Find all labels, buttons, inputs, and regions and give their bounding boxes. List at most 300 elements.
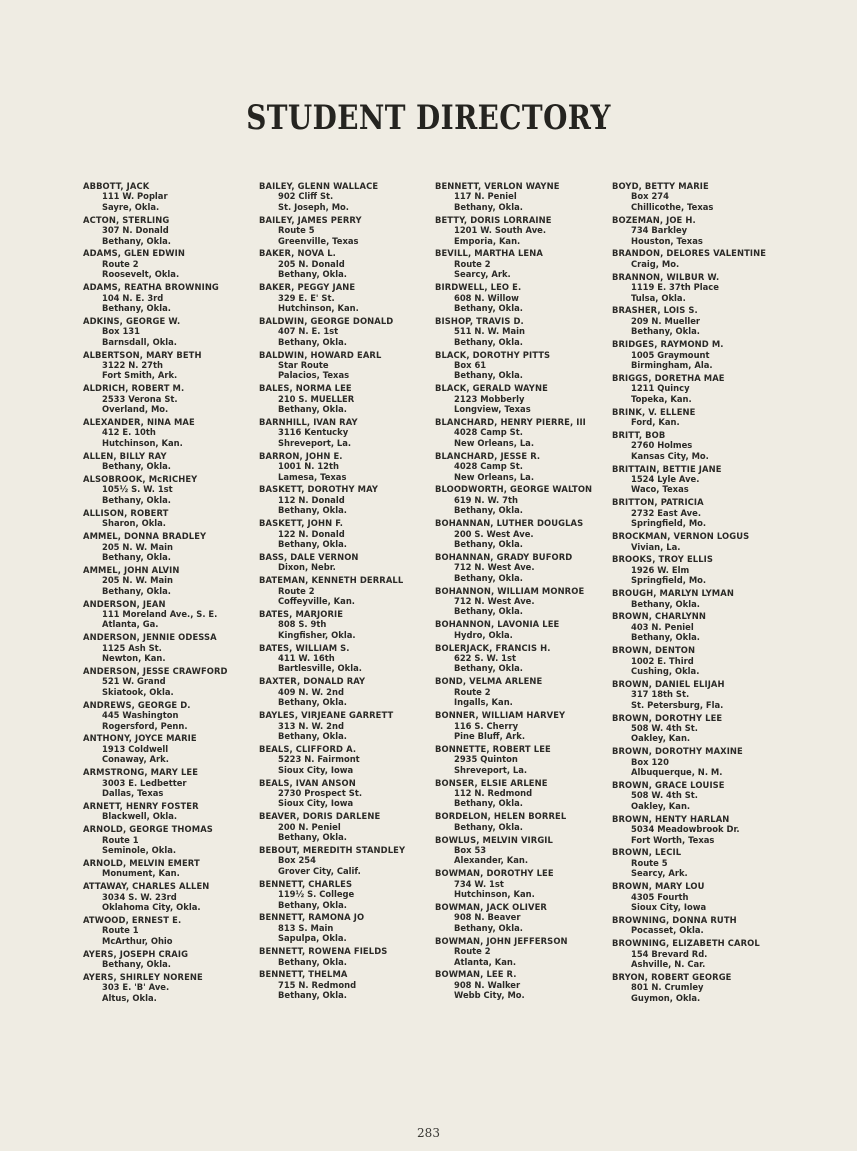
- address-line: 712 N. West Ave.: [454, 562, 535, 573]
- address-line: Sioux City, Iowa: [278, 798, 354, 809]
- address-line: 307 N. Donald: [102, 225, 169, 236]
- student-name: BROWNING, ELIZABETH CAROL: [612, 938, 760, 949]
- address-line: 200 N. Peniel: [278, 821, 341, 832]
- directory-entry: [259, 744, 437, 775]
- directory-entry: [435, 936, 613, 967]
- directory-entry: [83, 801, 261, 822]
- student-name: BONNETTE, ROBERT LEE: [435, 743, 551, 754]
- address-line: Star Route: [278, 360, 329, 370]
- address-line: Searcy, Ark.: [454, 269, 511, 280]
- address-line: 200 S. West Ave.: [454, 528, 534, 539]
- student-name: BASKETT, DOROTHY MAY: [259, 484, 379, 495]
- directory-entry: [612, 181, 790, 212]
- address-line: 2760 Holmes: [631, 440, 693, 451]
- address-line: Bethany, Okla.: [102, 461, 171, 472]
- address-line: Bethany, Okla.: [454, 201, 523, 212]
- address-line: 619 N. W. 7th: [454, 494, 518, 505]
- address-line: Craig, Mo.: [631, 258, 680, 269]
- directory-entry: [612, 679, 790, 710]
- student-name: BASKETT, JOHN F.: [259, 518, 344, 529]
- address-line: Tulsa, Okla.: [631, 292, 686, 303]
- student-name: BRANDON, DELORES VALENTINE: [612, 248, 767, 259]
- address-line: Greenville, Texas: [278, 235, 359, 246]
- address-line: 1201 W. South Ave.: [454, 225, 547, 236]
- student-name: BROWN, HENTY HARLAN: [612, 813, 730, 824]
- address-line: Bethany, Okla.: [278, 832, 347, 843]
- directory-entry: [435, 417, 613, 448]
- student-name: BAKER, NOVA L.: [259, 248, 336, 259]
- address-line: 521 W. Grand: [102, 676, 166, 687]
- directory-column-4: [612, 181, 790, 1006]
- address-line: Bethany, Okla.: [278, 899, 347, 910]
- directory-entry: [259, 383, 437, 414]
- student-name: BOLERJACK, FRANCIS H.: [435, 642, 551, 653]
- address-line: St. Petersburg, Fla.: [631, 699, 724, 710]
- directory-entry: [83, 881, 261, 912]
- address-line: Bethany, Okla.: [278, 730, 347, 741]
- address-line: 2123 Mobberly: [454, 393, 525, 404]
- directory-entry: [83, 700, 261, 731]
- student-name: BEAVER, DORIS DARLENE: [259, 811, 381, 822]
- address-line: 116 S. Cherry: [454, 720, 519, 731]
- directory-entry: [612, 847, 790, 878]
- student-name: BENNETT, ROWENA FIELDS: [259, 946, 388, 957]
- address-line: Bethany, Okla.: [631, 326, 700, 337]
- directory-entry: [259, 912, 437, 943]
- student-name: BROWN, LECIL: [612, 847, 682, 858]
- directory-entry: [259, 879, 437, 910]
- student-name: BENNETT, RAMONA JO: [259, 912, 365, 923]
- student-name: BRITT, BOB: [612, 429, 666, 440]
- address-line: Longview, Texas: [454, 404, 531, 415]
- student-name: BAXTER, DONALD RAY: [259, 676, 366, 687]
- student-name: BOWMAN, JACK OLIVER: [435, 902, 547, 912]
- address-line: Bethany, Okla.: [102, 585, 171, 596]
- address-line: Bethany, Okla.: [278, 697, 347, 708]
- address-line: Barnsdall, Okla.: [102, 336, 177, 347]
- address-line: 508 W. 4th St.: [631, 723, 698, 733]
- address-line: Bethany, Okla.: [102, 551, 171, 562]
- directory-entry: [612, 215, 790, 246]
- address-line: Bethany, Okla.: [454, 606, 523, 617]
- student-name: BEALS, CLIFFORD A.: [259, 743, 357, 754]
- address-line: 412 E. 10th: [102, 427, 156, 438]
- address-line: Bethany, Okla.: [454, 302, 523, 313]
- student-name: BROWN, DOROTHY MAXINE: [612, 746, 743, 757]
- address-line: Shreveport, La.: [454, 764, 528, 775]
- directory-entry: [435, 902, 613, 933]
- address-line: Altus, Okla.: [102, 992, 157, 1003]
- student-name: ADKINS, GEORGE W.: [83, 315, 181, 326]
- address-line: Palacios, Texas: [278, 370, 350, 381]
- directory-entry: [83, 248, 261, 279]
- student-name: BEALS, IVAN ANSON: [259, 777, 356, 788]
- directory-entry: [612, 588, 790, 609]
- address-line: Ingalls, Kan.: [454, 697, 513, 708]
- address-line: Sioux City, Iowa: [278, 764, 354, 775]
- address-line: Hydro, Okla.: [454, 629, 513, 640]
- directory-entry: [83, 972, 261, 1003]
- address-line: Box 61: [454, 360, 487, 370]
- student-name: BLANCHARD, JESSE R.: [435, 450, 541, 461]
- directory-entry: [83, 949, 261, 970]
- student-name: BOHANNON, WILLIAM MONROE: [435, 585, 585, 596]
- student-name: BIRDWELL, LEO E.: [435, 282, 522, 293]
- student-name: BOWMAN, DOROTHY LEE: [435, 868, 554, 879]
- directory-entry: [612, 814, 790, 845]
- student-name: BROWN, MARY LOU: [612, 881, 705, 892]
- address-line: 734 Barkley: [631, 225, 688, 236]
- directory-entry: [435, 811, 613, 832]
- student-name: BROWN, DOROTHY LEE: [612, 712, 723, 723]
- directory-entry: [612, 464, 790, 495]
- student-name: BALDWIN, GEORGE DONALD: [259, 315, 394, 326]
- address-line: Coffeyville, Kan.: [278, 596, 355, 607]
- address-line: Bethany, Okla.: [278, 336, 347, 347]
- address-line: Ford, Kan.: [631, 417, 680, 428]
- address-line: Box 274: [631, 191, 669, 202]
- address-line: Bethany, Okla.: [102, 959, 171, 970]
- directory-entry: [435, 778, 613, 809]
- student-name: BROUGH, MARLYN LYMAN: [612, 588, 734, 599]
- address-line: Emporia, Kan.: [454, 235, 521, 246]
- directory-entry: [259, 350, 437, 381]
- student-name: BONNER, WILLIAM HARVEY: [435, 710, 566, 721]
- address-line: Alexander, Kan.: [454, 855, 529, 866]
- directory-entry: [83, 824, 261, 855]
- address-line: Bethany, Okla.: [278, 956, 347, 967]
- address-line: 403 N. Peniel: [631, 621, 694, 632]
- address-line: 1926 W. Elm: [631, 564, 690, 575]
- address-line: Pine Bluff, Ark.: [454, 730, 526, 741]
- address-line: Chillicothe, Texas: [631, 201, 714, 212]
- address-line: Houston, Texas: [631, 235, 703, 246]
- directory-column-1: [83, 181, 261, 1006]
- address-line: Route 5: [278, 225, 315, 236]
- address-line: Dixon, Nebr.: [278, 562, 336, 573]
- address-line: 209 N. Mueller: [631, 315, 701, 326]
- address-line: 3116 Kentucky: [278, 427, 349, 438]
- directory-entry: [435, 484, 613, 515]
- address-line: Oklahoma City, Okla.: [102, 902, 201, 912]
- directory-entry: [435, 835, 613, 866]
- address-line: 407 N. E. 1st: [278, 326, 339, 337]
- address-line: Bethany, Okla.: [454, 370, 523, 381]
- address-line: 210 S. MUELLER: [278, 393, 355, 404]
- address-line: Hutchinson, Kan.: [454, 889, 535, 900]
- student-name: BOWLUS, MELVIN VIRGIL: [435, 834, 553, 845]
- address-line: 1211 Quincy: [631, 383, 690, 394]
- address-line: 608 N. Willow: [454, 292, 519, 303]
- address-line: 813 S. Main: [278, 922, 334, 933]
- student-name: BONSER, ELSIE ARLENE: [435, 777, 548, 788]
- address-line: Rogersford, Penn.: [102, 720, 188, 731]
- student-name: ANDERSON, JESSE CRAWFORD: [83, 665, 228, 676]
- directory-entry: [435, 181, 613, 212]
- address-line: Box 131: [102, 326, 140, 337]
- page-title: STUDENT DIRECTORY: [246, 98, 611, 138]
- student-name: BROWN, DENTON: [612, 645, 696, 656]
- address-line: Route 2: [454, 946, 491, 957]
- directory-entry: [259, 552, 437, 573]
- address-line: 329 E. E' St.: [278, 292, 335, 303]
- address-line: Topeka, Kan.: [631, 393, 692, 404]
- directory-entry: [83, 508, 261, 529]
- address-line: Box 254: [278, 855, 316, 866]
- directory-entry: [612, 373, 790, 404]
- address-line: 908 N. Walker: [454, 979, 521, 990]
- directory-entry: [435, 619, 613, 640]
- student-name: BOHANNAN, LUTHER DOUGLAS: [435, 518, 584, 529]
- directory-entry: [435, 552, 613, 583]
- student-name: BRINK, V. ELLENE: [612, 406, 696, 417]
- address-line: 105½ S. W. 1st: [102, 484, 173, 495]
- address-line: Sapulpa, Okla.: [278, 933, 347, 944]
- directory-entry: [259, 676, 437, 707]
- address-line: McArthur, Ohio: [102, 935, 173, 946]
- directory-entry: [83, 632, 261, 663]
- address-line: Sioux City, Iowa: [631, 902, 707, 912]
- directory-entry: [259, 643, 437, 674]
- address-line: Route 2: [102, 258, 139, 269]
- address-line: Route 1: [102, 925, 139, 936]
- student-name: BORDELON, HELEN BORREL: [435, 811, 567, 822]
- student-name: BRANNON, WILBUR W.: [612, 271, 720, 282]
- address-line: Bethany, Okla.: [278, 990, 347, 1001]
- directory-entry: [259, 969, 437, 1000]
- student-name: ACTON, STERLING: [83, 214, 170, 225]
- address-line: St. Joseph, Mo.: [278, 201, 349, 212]
- student-name: BETTY, DORIS LORRAINE: [435, 214, 552, 225]
- address-line: 104 N. E. 3rd: [102, 292, 164, 303]
- address-line: Oakley, Kan.: [631, 733, 691, 744]
- address-line: Monument, Kan.: [102, 868, 180, 879]
- directory-entry: [259, 181, 437, 212]
- directory-entry: [83, 383, 261, 414]
- address-line: Bethany, Okla.: [454, 922, 523, 933]
- address-line: 1119 E. 37th Place: [631, 282, 719, 293]
- student-name: BROCKMAN, VERNON LOGUS: [612, 531, 750, 542]
- address-line: 715 N. Redmond: [278, 979, 357, 990]
- address-line: 154 Brevard Rd.: [631, 948, 708, 959]
- student-name: BLANCHARD, HENRY PIERRE, III: [435, 417, 586, 428]
- directory-entry: [259, 778, 437, 809]
- student-name: BATEMAN, KENNETH DERRALL: [259, 575, 404, 586]
- directory-entry: [612, 881, 790, 912]
- address-line: 3034 S. W. 23rd: [102, 891, 177, 902]
- address-line: Route 2: [454, 258, 491, 269]
- address-line: Cushing, Okla.: [631, 665, 700, 676]
- address-line: 908 N. Beaver: [454, 912, 521, 923]
- directory-entry: [259, 946, 437, 967]
- directory-entry: [612, 531, 790, 552]
- address-line: 122 N. Donald: [278, 528, 345, 539]
- student-name: ADAMS, GLEN EDWIN: [83, 248, 185, 259]
- directory-entry: [612, 972, 790, 1003]
- address-line: Route 5: [631, 857, 668, 868]
- address-line: 317 18th St.: [631, 689, 690, 700]
- address-line: Route 1: [102, 834, 139, 845]
- student-name: ARNOLD, GEORGE THOMAS: [83, 824, 213, 835]
- address-line: 2935 Quinton: [454, 754, 518, 765]
- student-name: BALDWIN, HOWARD EARL: [259, 349, 382, 360]
- address-line: Bethany, Okla.: [278, 404, 347, 415]
- address-line: 2732 East Ave.: [631, 507, 702, 518]
- directory-entry: [259, 575, 437, 606]
- directory-entry: [259, 417, 437, 448]
- student-name: BLOODWORTH, GEORGE WALTON: [435, 484, 593, 495]
- address-line: Bethany, Okla.: [278, 269, 347, 280]
- student-name: BARRON, JOHN E.: [259, 450, 343, 461]
- address-line: Guymon, Okla.: [631, 992, 701, 1003]
- address-line: Vivian, La.: [631, 541, 681, 552]
- directory-entry: [612, 915, 790, 936]
- address-line: Bethany, Okla.: [454, 539, 523, 549]
- student-name: BLACK, GERALD WAYNE: [435, 383, 548, 394]
- directory-entry: [83, 215, 261, 246]
- address-line: 119½ S. College: [278, 889, 355, 900]
- directory-entry: [612, 780, 790, 811]
- student-name: BISHOP, TRAVIS D.: [435, 315, 524, 326]
- address-line: Grover City, Calif.: [278, 865, 361, 876]
- address-line: Birmingham, Ala.: [631, 360, 713, 370]
- address-line: 801 N. Crumley: [631, 982, 704, 993]
- student-name: BOYD, BETTY MARIE: [612, 181, 709, 191]
- directory-entry: [83, 767, 261, 798]
- directory-entry: [612, 713, 790, 744]
- student-name: BROWN, DANIEL ELIJAH: [612, 678, 725, 689]
- student-name: BATES, MARJORIE: [259, 608, 344, 619]
- address-line: Pocasset, Okla.: [631, 925, 704, 936]
- student-name: BOZEMAN, JOE H.: [612, 214, 696, 225]
- student-name: BOWMAN, LEE R.: [435, 969, 517, 980]
- student-name: BRIGGS, DORETHA MAE: [612, 372, 725, 383]
- student-name: BROWN, CHARLYNN: [612, 611, 706, 622]
- address-line: 3003 E. Ledbetter: [102, 777, 187, 788]
- student-name: BEVILL, MARTHA LENA: [435, 248, 543, 259]
- address-line: 112 N. Donald: [278, 494, 345, 505]
- address-line: 3122 N. 27th: [102, 360, 163, 370]
- student-name: ANDERSON, JENNIE ODESSA: [83, 632, 217, 643]
- directory-entry: [435, 350, 613, 381]
- address-line: 1913 Coldwell: [102, 743, 169, 754]
- student-name: BROWNING, DONNA RUTH: [612, 914, 737, 925]
- address-line: 117 N. Peniel: [454, 191, 517, 202]
- student-name: BROWN, GRACE LOUISE: [612, 780, 725, 791]
- address-line: Dallas, Texas: [102, 787, 164, 798]
- directory-entry: [612, 645, 790, 676]
- student-name: BENNETT, THELMA: [259, 969, 348, 980]
- student-name: AYERS, JOSEPH CRAIG: [83, 948, 189, 959]
- student-name: ALDRICH, ROBERT M.: [83, 383, 185, 394]
- address-line: Blackwell, Okla.: [102, 811, 178, 822]
- directory-entry: [83, 915, 261, 946]
- address-line: Box 53: [454, 844, 487, 855]
- directory-entry: [612, 746, 790, 777]
- directory-entry: [83, 733, 261, 764]
- address-line: New Orleans, La.: [454, 437, 535, 448]
- address-line: 1002 E. Third: [631, 655, 694, 666]
- directory-entry: [259, 609, 437, 640]
- directory-entry: [435, 518, 613, 549]
- student-name: ALLEN, BILLY RAY: [83, 450, 167, 461]
- directory-entry: [612, 430, 790, 461]
- student-name: ALEXANDER, NINA MAE: [83, 417, 195, 428]
- directory-entry: [612, 339, 790, 370]
- address-line: Oakley, Kan.: [631, 800, 691, 811]
- directory-entry: [259, 811, 437, 842]
- address-line: Bethany, Okla.: [631, 632, 700, 643]
- directory-entry: [259, 451, 437, 482]
- student-name: BENNETT, VERLON WAYNE: [435, 181, 560, 191]
- student-name: BROOKS, TROY ELLIS: [612, 554, 713, 565]
- address-line: 205 N. W. Main: [102, 541, 173, 552]
- student-name: AMMEL, JOHN ALVIN: [83, 564, 180, 575]
- address-line: 712 N. West Ave.: [454, 596, 535, 607]
- student-name: ATWOOD, ERNEST E.: [83, 914, 182, 925]
- student-name: ANDREWS, GEORGE D.: [83, 699, 191, 710]
- directory-entry: [612, 611, 790, 642]
- address-line: 808 S. 9th: [278, 619, 327, 630]
- student-name: ALBERTSON, MARY BETH: [83, 349, 202, 360]
- address-line: Bethany, Okla.: [454, 663, 523, 674]
- directory-entry: [83, 282, 261, 313]
- address-line: 5223 N. Fairmont: [278, 754, 360, 765]
- address-line: Route 2: [454, 686, 491, 697]
- address-line: Bethany, Okla.: [454, 336, 523, 347]
- student-name: BRASHER, LOIS S.: [612, 305, 698, 316]
- address-line: 4028 Camp St.: [454, 427, 523, 438]
- student-name: AYERS, SHIRLEY NORENE: [83, 971, 203, 982]
- directory-entry: [83, 474, 261, 505]
- directory-entry: [83, 181, 261, 212]
- address-line: Box 120: [631, 756, 669, 767]
- student-name: BAKER, PEGGY JANE: [259, 282, 356, 293]
- address-line: Atlanta, Ga.: [102, 619, 159, 630]
- address-line: Hutchinson, Kan.: [278, 302, 359, 313]
- directory-entry: [612, 305, 790, 336]
- student-name: BRITTAIN, BETTIE JANE: [612, 463, 722, 474]
- directory-entry: [612, 407, 790, 428]
- directory-column-3: [435, 181, 613, 1003]
- address-line: Bethany, Okla.: [454, 572, 523, 583]
- address-line: Fort Smith, Ark.: [102, 370, 178, 381]
- directory-entry: [83, 531, 261, 562]
- directory-entry: [435, 215, 613, 246]
- student-name: BENNETT, CHARLES: [259, 878, 353, 889]
- address-line: Conaway, Ark.: [102, 754, 169, 765]
- address-line: Bethany, Okla.: [454, 505, 523, 516]
- address-line: 205 N. Donald: [278, 258, 345, 269]
- directory-entry: [83, 316, 261, 347]
- address-line: Fort Worth, Texas: [631, 834, 715, 845]
- address-line: Bethany, Okla.: [454, 821, 523, 832]
- address-line: Bethany, Okla.: [102, 494, 171, 505]
- directory-entry: [83, 599, 261, 630]
- address-line: 303 E. 'B' Ave.: [102, 982, 170, 993]
- directory-entry: [259, 316, 437, 347]
- student-name: ABBOTT, JACK: [83, 181, 150, 191]
- address-line: 902 Cliff St.: [278, 191, 334, 202]
- address-line: Bethany, Okla.: [102, 302, 171, 313]
- address-line: Seminole, Okla.: [102, 844, 177, 855]
- directory-entry: [435, 969, 613, 1000]
- student-name: BOHANNAN, GRADY BUFORD: [435, 551, 573, 562]
- directory-entry: [83, 565, 261, 596]
- address-line: Roosevelt, Okla.: [102, 269, 180, 280]
- directory-entry: [612, 248, 790, 269]
- directory-entry: [435, 586, 613, 617]
